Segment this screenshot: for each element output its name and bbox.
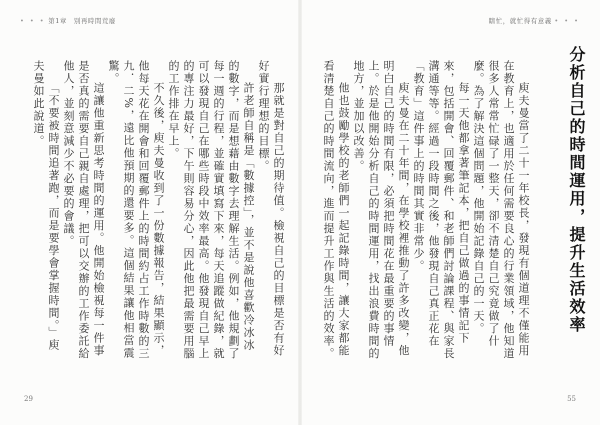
right-paragraph-1: 庾夫曼當了二十一年校長，發現有個道理不僅能用在教育上，也適用於任何需要良心的行業領域，他知道很多人常常忙碌了一整天，卻不清楚自己究竟做了什麼。為了解決這個問題，他開始記錄自己的一天。	[472, 60, 530, 360]
right-paragraph-3: 庾夫曼在二十年間，在學校裡推動了許多改變，他明白自己的時間有限，必須把時間花在最重要的事情上。於是他開始分析自己的時間運用，找出浪費時間的地方，並加以改善。	[352, 60, 410, 360]
right-page-body	[309, 60, 531, 360]
right-page-vertical-text	[309, 60, 531, 360]
page-number-right: 55	[567, 395, 576, 403]
left-paragraph-4: 這讓他重新思考時間的運用。他開始檢視每一件事是否真的需要自己親自處理，把可以交辦的工作委託給他人，並刻意減少不必要的會議。	[62, 60, 105, 360]
right-paragraph-2: 每一天他都拿著筆記本，把自己做過的事情記下來，包括開會、回覆郵件、和老師們討論課程、與家長溝通等等。經過一段時間之後，他發現自己真正花在「教育」這件事上的時間其實非常少。	[412, 60, 470, 360]
left-paragraph-3: 不久後，庾夫曼收到了一份數據報告，結果顯示，他每天花在開會和回覆郵件上的時間約占工作時數的三九．二%，遠比他預期的還要多。這個結果讓他相當震驚。	[107, 60, 165, 360]
left-paragraph-1: 那就是對自己的期待值。檢視自己的目標是否有好好實行理想的目標。	[257, 60, 285, 357]
decorative-dots: • • •	[20, 17, 46, 25]
running-head-left	[20, 16, 116, 25]
decorative-dots: • • •	[554, 17, 580, 25]
left-paragraph-5: 「不要被時間追著跑，而是要學會掌握時間。」庾夫曼如此說道。	[32, 60, 60, 352]
running-head-right	[489, 16, 580, 25]
running-head-left-text: 第1章 別再時間荒廢	[48, 17, 116, 25]
running-head-right-text: 瞎忙，就忙得有意義	[488, 17, 552, 25]
left-page-vertical-text	[24, 60, 286, 360]
left-page	[0, 0, 299, 425]
page-number-left: 29	[24, 395, 33, 403]
right-page	[301, 0, 600, 425]
left-page-body	[24, 60, 286, 360]
left-paragraph-2: 許老師自稱是「數據控」，並不是說他喜歡冷冰冰的數字，而是想藉由數字去理解生活。例如，他規劃了每一週的行程，並確實填寫下來，每天追蹤做紀錄，就可以發現自己在哪些時段中效率最高。他發現自己早上的專注力最好，下午則容易分心，因此他把最需要用腦的工作排在早上。	[167, 60, 255, 360]
right-paragraph-4: 他也鼓勵學校的老師們一起記錄時間，讓大家都能看清楚自己的時間流向，進而提升工作與生活的效率。	[322, 60, 350, 360]
section-heading: 分析自己的時間運用，提升生活效率	[567, 46, 586, 334]
